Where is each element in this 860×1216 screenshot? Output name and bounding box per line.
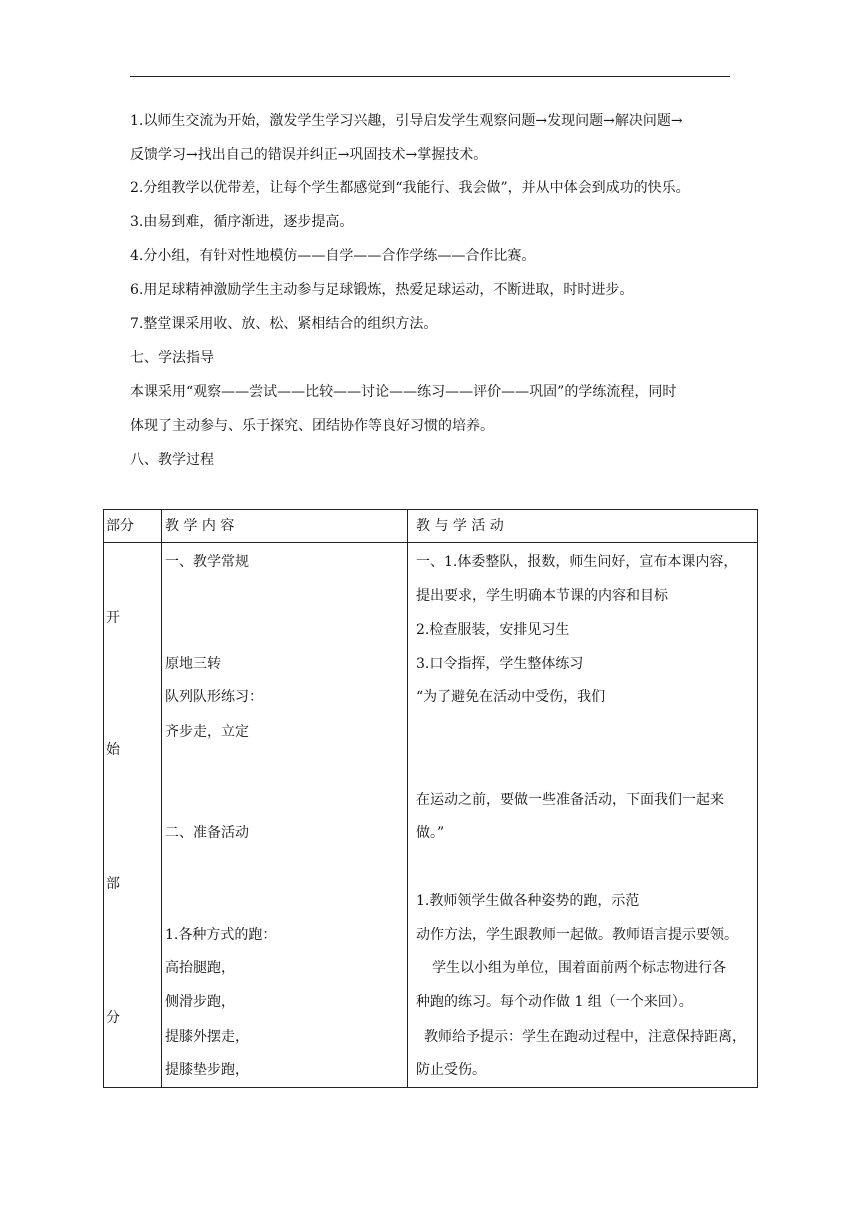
table-row: [104, 543, 758, 1088]
header-activity: [408, 510, 758, 543]
content-line: 1.各种方式的跑：: [165, 927, 277, 943]
content-line: 一、教学常规: [165, 554, 249, 570]
paragraph: 7.整堂课采用收、放、松、紧相结合的组织方法。: [130, 316, 438, 332]
header-part: [104, 510, 162, 543]
activity-line: 一、1.体委整队，报数，师生问好，宣布本课内容，: [416, 554, 738, 570]
paragraph: 1.以师生交流为开始，激发学生学习兴趣，引导启发学生观察问题→发现问题→解决问题→: [130, 113, 683, 129]
content-line: 队列队形练习：: [165, 689, 263, 705]
part-char: 始: [106, 742, 120, 758]
activity-line: 提出要求，学生明确本节课的内容和目标: [416, 588, 668, 604]
paragraph: 2.分组教学以优带差，让每个学生都感觉到“我能行、我会做”，并从中体会到成功的快乐。: [130, 180, 690, 196]
part-char: 开: [106, 610, 120, 626]
activity-line: “为了避免在活动中受伤，我们: [416, 689, 606, 705]
paragraph: 本课采用“观察——尝试——比较——讨论——练习——评价——巩固”的学练流程，同时: [130, 384, 677, 400]
activity-line: 做。”: [416, 825, 445, 841]
activity-line: 防止受伤。: [416, 1062, 486, 1078]
activity-line: 教师给予提示：学生在跑动过程中，注意保持距离，: [424, 1029, 746, 1045]
part-cell: [104, 543, 162, 1088]
section-heading: 八、教学过程: [130, 452, 214, 468]
table-header-row: [104, 510, 758, 543]
content-line: 高抬腿跑，: [165, 960, 235, 976]
header-rule: [130, 76, 730, 77]
content-line: 原地三转: [165, 656, 221, 672]
header-content-label: 教 学 内 容: [165, 518, 235, 534]
paragraph: 6.用足球精神激励学生主动参与足球锻炼，热爱足球运动，不断进取，时时进步。: [130, 282, 634, 298]
activity-line: 学生以小组为单位，围着面前两个标志物进行各: [432, 960, 726, 976]
paragraph: 反馈学习→找出自己的错误并纠正→巩固技术→掌握技术。: [130, 147, 488, 163]
activity-line: 3.口令指挥，学生整体练习: [416, 656, 584, 672]
paragraph: 体现了主动参与、乐于探究、团结协作等良好习惯的培养。: [130, 418, 494, 434]
teaching-process-table: [103, 509, 758, 1088]
paragraph: 4.分小组，有针对性地模仿——自学——合作学练——合作比赛。: [130, 248, 536, 264]
activity-line: 1.教师领学生做各种姿势的跑，示范: [416, 893, 640, 909]
paragraph: 3.由易到难，循序渐进，逐步提高。: [130, 214, 354, 230]
activity-line: 在运动之前，要做一些准备活动，下面我们一起来: [416, 792, 724, 808]
content-line: 侧滑步跑，: [165, 994, 235, 1010]
part-char: 部: [106, 876, 120, 892]
content-line: 提膝垫步跑，: [165, 1062, 249, 1078]
content-line: 齐步走，立定: [165, 724, 249, 740]
activity-cell: [408, 543, 758, 1088]
activity-line: 2.检查服装，安排见习生: [416, 622, 570, 638]
activity-line: 动作方法，学生跟教师一起做。教师语言提示要领。: [416, 927, 738, 943]
content-line: 二、准备活动: [165, 825, 249, 841]
header-content: [162, 510, 408, 543]
content-line: 提膝外摆走，: [165, 1029, 249, 1045]
header-activity-label: 教 与 学 活 动: [416, 518, 504, 534]
part-char: 分: [106, 1010, 120, 1026]
content-cell: [162, 543, 408, 1088]
header-part-label: 部分: [106, 518, 134, 534]
section-heading: 七、学法指导: [130, 350, 214, 366]
activity-line: 种跑的练习。每个动作做 1 组（一个来回）。: [416, 994, 693, 1010]
